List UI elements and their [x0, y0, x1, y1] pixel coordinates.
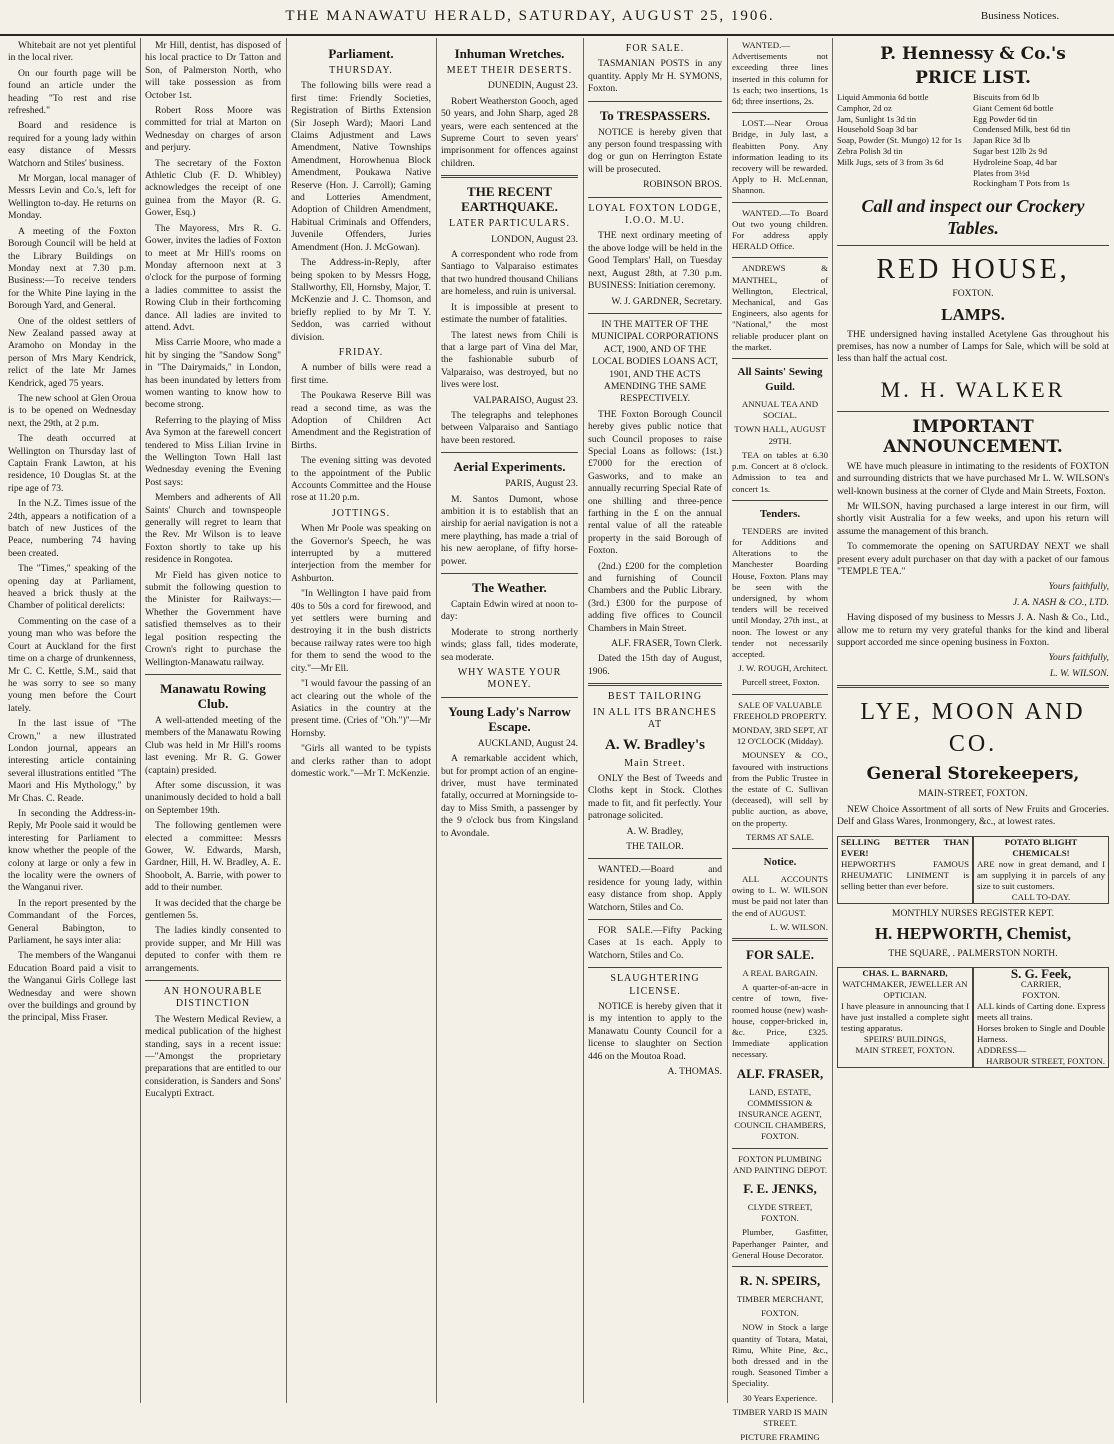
column-local-news — [8, 40, 136, 1400]
classified-ad: FOR SALE.—Fifty Packing Cases at 1s each. Apply to Watchorn, Stiles and Co. — [588, 924, 722, 961]
divider — [732, 358, 828, 359]
advertisement-text: NEW Choice Assortment of all sorts of New Fruits and Groceries. Delf and Glass Wares, Ironmongery, &c., at lowest rates. — [837, 803, 1109, 828]
column-notices — [588, 40, 722, 1400]
selling-heading: SELLING BETTER THAN EVER! — [841, 836, 969, 858]
classified-ad: NOTICE is hereby given that any person found trespassing with dog or gun on Herrington Estate will be prosecuted. — [588, 126, 722, 175]
feek-trade: CARRIER, — [1020, 979, 1062, 990]
news-paragraph: Mr Field has given notice to submit the following question to the Minister for Railways:—Whether the Government have satisfied themselves as to their legal position respecting the Crown's right to purchase the Wellington-Manawatu railway. — [145, 569, 281, 668]
advertisement-text: THE undersigned having installed Acetylene Gas throughout his premises, has now a number of Lamps for Sale, which will be sold at less than half the actual cost. — [837, 328, 1109, 365]
news-paragraph: A correspondent who rode from Santiago to Valparaiso estimates that two hundred thousand Chilians are homeless, and ruin is universal. — [441, 249, 578, 298]
plumbing-heading: FOXTON PLUMBING AND PAINTING DEPOT. — [732, 1153, 828, 1175]
news-paragraph: The ladies kindly consented to provide supper, and Mr Hill was deputed to confer with them re arrangements. — [145, 925, 281, 974]
divider — [441, 452, 578, 453]
price-item: Biscuits from 6d lb — [973, 92, 1040, 102]
dateline: LONDON, August 23. — [491, 233, 578, 245]
signature: Yours faithfully, — [1048, 581, 1109, 593]
speirs-name: R. N. SPEIRS, — [739, 1273, 821, 1289]
news-paragraph: The Address-in-Reply, after being spoken to by Messrs Hogg, Stallworthy, Ell, Hornsby, Major, T. McKenzie and J. C. Thomson, and briefly replied to by Mr T. Y. Seddon, was carried without division. — [291, 257, 431, 343]
feek-address: HARBOUR STREET, FOXTON. — [986, 1056, 1105, 1067]
classified-ad: TEA on tables at 6.30 p.m. Concert at 8 o'clock. Admission to tea and concert 1s. — [732, 449, 828, 494]
price-list — [837, 92, 1109, 189]
news-paragraph: The Mayoress, Mrs R. G. Gower, invites the ladies of Foxton to meet at Mr Hill's rooms on Monday afternoon next at 3 o'clock for the purpose of forming a ladies committee to assist the Rowing Club in their forthcoming dance. All ladies are invited to attend. Advt. — [145, 222, 281, 333]
advertisement-text: I have pleasure in announcing that I have just installed a complete sight testing apparatus. — [841, 1001, 969, 1034]
news-paragraph: It was decided that the charge be gentlemen 5s. — [145, 897, 281, 921]
news-paragraph: The following bills were read a first time: Friendly Societies, Registration of Births Extension (Sir Joseph Ward); Maori Land Claims Adjustment and Laws Amendment, Native Townships Amendment, Horowhenua Block Amendment, Poukawa Native Reserve (Hon. J. Carroll); Gaming and Lotteries Amendment, Adoption of Children Amendment, Habitual Criminals and Offenders, Juvenile Offenders, Juries Amendment (Hon. J. McGowan). — [291, 80, 431, 253]
price-item: Condensed Milk, best 6d tin — [973, 124, 1071, 135]
news-paragraph: "Girls all wanted to be typists and clerks rather than to adopt domestic work."—Mr T. McKenzie. — [291, 743, 431, 779]
news-paragraph: A well-attended meeting of the members of the Manawatu Rowing Club was held in Mr Hill's rooms last evening. Mr R. G. Gower (captain) presided. — [145, 714, 281, 776]
split-ads — [837, 832, 1109, 908]
red-house-town: FOXTON. — [952, 288, 994, 300]
legal-heading: IN THE MATTER OF THE MUNICIPAL CORPORATIONS ACT, 1900, AND OF THE LOCAL BODIES LOANS ACT, 1901, AND THE ACTS AMENDING THE SAME RESPECTIVELY. — [591, 318, 719, 405]
barnard-trade: WATCHMAKER, JEWELLER AN OPTICIAN. — [842, 979, 968, 1001]
divider — [732, 257, 828, 258]
guild-venue: TOWN HALL, AUGUST 29TH. — [734, 424, 826, 446]
bradley-name: A. W. Bradley's — [604, 736, 706, 753]
classified-ad: ANDREWS & MANTHEL, of Wellington, Electrical, Mechanical, and Gas Engineers, also agents for "National," the most reliable producer plant on the market. — [732, 263, 828, 352]
divider — [837, 245, 1109, 246]
timber-yard-label: TIMBER YARD IS MAIN STREET. — [732, 1406, 828, 1429]
potato-blight-ad — [973, 836, 1109, 904]
escape-heading: Young Lady's Narrow Escape. — [448, 703, 571, 734]
price-list-heading: PRICE LIST. — [915, 68, 1031, 88]
news-paragraph: After some discussion, it was unanimously decided to hold a ball on September 19th. — [145, 779, 281, 816]
news-paragraph: Moderate to strong northerly winds; glass fall, tides moderate, sea moderate. — [441, 626, 578, 663]
classified-ad: ONLY the Best of Tweeds and Cloths kept in Stock. Clothes made to fit, and fit perfectly. Your patronage solicited. — [588, 772, 722, 822]
signature: W. J. GARDNER, Secretary. — [611, 295, 722, 307]
news-paragraph: Robert Weatherston Gooch, aged 50 years, and John Sharp, aged 28 years, were each sentenced at the Supreme Court to seven years' imprisonment for offences against children. — [441, 95, 578, 169]
freehold-date: MONDAY, 3RD SEPT, AT 12 O'CLOCK (Midday). — [732, 724, 828, 747]
dateline: VALPARAISO, August 23. — [472, 394, 578, 406]
divider — [732, 1266, 828, 1267]
classified-ad: Plumber, Gasfitter, Paperhanger Painter, and General House Decorator. — [732, 1227, 828, 1260]
red-house-title: RED HOUSE, — [876, 254, 1070, 286]
classified-ad: WANTED.—To Board Out two young children. For address apply HERALD Office. — [732, 207, 828, 252]
news-paragraph: Miss Carrie Moore, who made a hit by singing the "Sandow Song" in "The Dairymaids," in London, has been inundated by letters from women wanting to know how to become strong. — [145, 337, 281, 411]
lye-moon-address: MAIN-STREET, FOXTON. — [918, 788, 1028, 800]
advertisement-text: ARE now in great demand, and I am supplying it in parcels of any size to suit customers. — [977, 858, 1105, 891]
column-parliament — [291, 40, 431, 1400]
news-paragraph: "In Wellington I have paid from 40s to 50s a cord for firewood, and yet settlers were burning and destroying it in the bush districts because railway rates were too high for them to send the wood to the city."—Mr Ell. — [291, 588, 431, 674]
rowing-club-heading: Manawatu Rowing Club. — [160, 680, 266, 711]
news-paragraph: The telegraphs and telephones between Valparaiso and Santiago have been restored. — [441, 409, 578, 446]
column-divider — [727, 38, 728, 1403]
lodge-heading: LOYAL FOXTON LODGE, I.O.O. M.U. — [588, 202, 722, 227]
for-sale-heading: FOR SALE. — [746, 947, 814, 962]
divider — [145, 674, 281, 675]
price-item: Liquid Ammonia 6d bottle — [837, 92, 929, 102]
news-paragraph: One of the oldest settlers of New Zealand passed away at Aramoho on Monday in the person of Mrs Mary Kendrick, relict of the late Mr James Kendrick, aged 75 years. — [8, 315, 136, 389]
column-telegrams — [441, 40, 578, 1400]
terms-label: TERMS AT SALE. — [745, 831, 815, 842]
classified-ad: TASMANIAN POSTS in any quantity. Apply Mr H. SYMONS, Foxton. — [588, 58, 722, 95]
column-divider — [832, 38, 833, 1403]
divider — [837, 685, 1109, 688]
classified-ad: NOW in Stock a large quantity of Totara, Matai, Rimu, White Pine, &c., both dressed and in the rough. Seasoned Timber a Speciality. — [732, 1322, 828, 1389]
divider — [441, 697, 578, 698]
hepworth-address: THE SQUARE, . PALMERSTON NORTH. — [888, 947, 1058, 959]
dateline: PARIS, August 23. — [505, 478, 578, 490]
signature: L. W. WILSON. — [770, 921, 828, 932]
barnard-address: MAIN STREET, FOXTON. — [855, 1045, 955, 1056]
masthead — [0, 0, 1114, 36]
nurses-register-label: MONTHLY NURSES REGISTER KEPT. — [891, 907, 1055, 919]
divider — [588, 197, 722, 198]
news-paragraph: The secretary of the Foxton Athletic Club (F. D. Whibley) acknowledges the receipt of one guinea from the Mayor (R. G. Gower, Esq.) — [145, 157, 281, 219]
sewing-guild-heading: All Saints' Sewing Guild. — [737, 366, 823, 394]
main-street-label: Main Street. — [624, 757, 686, 769]
legal-text: THE Foxton Borough Council hereby gives public notice that such Council proposes to raise Special Loans as follows: (1st.) £7000 for the erection of Gasworks, and to make an annually recurring Special Rate of one shilling and three-pence farthing in the £ on the annual rental value of all the rateable property in the said Borough of Foxton. — [588, 408, 722, 557]
signature: Yours faithfully, — [1048, 652, 1109, 664]
divider — [732, 500, 828, 501]
feek-address-label: ADDRESS— — [977, 1045, 1026, 1056]
column-divider — [583, 38, 584, 1403]
slaughter-heading: SLAUGHTERING LICENSE. — [610, 973, 700, 997]
news-paragraph: Referring to the playing of Miss Ava Symon at the farewell concert tendered to Miss Lilian Irvine in the Wellington Town Hall last Wednesday evening the Evening Post says: — [145, 414, 281, 488]
signature: ALF. FRASER, Town Clerk. — [611, 638, 722, 650]
lamps-heading: LAMPS. — [941, 304, 1005, 324]
news-paragraph: "I would favour the passing of an act clearing out the whole of the Asiatics in the country at the present time. (Cries of "Oh.")"—Mr Hornsby. — [291, 678, 431, 739]
price-item: Egg Powder 6d tin — [973, 113, 1038, 124]
legal-date: Dated the 15th day of August, 1906. — [588, 653, 722, 677]
column-business-notices — [837, 40, 1109, 1400]
news-paragraph: The Western Medical Review, a medical publication of the highest standing, says in a recent issue:—"Amongst the proprietary preparations that are entitled to our consideration, is Sanders and Sons' Eucalypti Extract. — [145, 1013, 281, 1100]
news-paragraph: It is impossible at present to estimate the number of fatalities. — [441, 301, 578, 326]
storekeepers-heading: General Storekeepers, — [866, 764, 1080, 785]
news-paragraph: The following gentlemen were elected a committee: Messrs Gower, W. Edwards, Marsh, Gardner, Hill, H. W. Bradley, A. E. Shoobolt, A. Barrie, with power to add to their number. — [145, 820, 281, 894]
classified-ad: A quarter-of-an-acre in centre of town, five-roomed house (new) wash-house, copper-bricked in, &c. Price, £325. Immediate application necessary. — [732, 982, 828, 1060]
freehold-heading: SALE OF VALUABLE FREEHOLD PROPERTY. — [733, 699, 827, 721]
feek-town: FOXTON. — [1022, 990, 1060, 1001]
news-paragraph: The "Times," speaking of the opening day at Parliament, heaved a brick thusly at the Chamber of political derelicts: — [8, 563, 136, 612]
classified-ad: WANTED.—Advertisements not exceeding three lines inserted in this column for 1s each; two insertions, 1s 6d; three insertions, 2s. — [732, 40, 828, 107]
news-paragraph: The new school at Glen Oroua is to be opened on Wednesday next, the 29th, at 2 p.m. — [8, 392, 136, 429]
advertisement-text: WE have much pleasure in intimating to the residents of FOXTON and surrounding districts that we have purchased Mr L. W. WILSON's well-known business at the corner of Clyde and Main Streets, Foxton. — [837, 460, 1109, 497]
speirs-town: FOXTON. — [761, 1308, 799, 1319]
jenks-name: F. E. JENKS, — [743, 1181, 817, 1197]
news-paragraph: The evening sitting was devoted to the appointment of the Public Accounts Committee and the House rose at 11.20 p.m. — [291, 455, 431, 504]
news-paragraph: In the last issue of "The Crown," a new illustrated London journal, appears an interesting article containing several illustrations entitled "The Maori and His Mythology," by Mr Chas. C. Reade. — [8, 718, 136, 804]
news-paragraph: Mr Morgan, local manager of Messrs Levin and Co.'s, left for Wellington to-day. He returns on Monday. — [8, 173, 136, 222]
lye-moon-title: LYE, MOON AND CO. — [860, 699, 1086, 758]
parliament-heading: Parliament. — [328, 46, 394, 61]
barnard-name: CHAS. L. BARNARD, — [862, 968, 948, 979]
barnard-building: SPEIRS' BUILDINGS, — [863, 1034, 947, 1045]
price-item: Sugar best 12lb 2s 9d — [973, 145, 1047, 156]
divider — [732, 202, 828, 203]
news-paragraph: The death occurred at Wellington on Thursday last of Captain Frank Lawton, at his residence, 10 Douglas St. at the ripe age of 73. — [8, 433, 136, 494]
jottings-subheading: JOTTINGS. — [331, 507, 391, 519]
address: Purcell street, Foxton. — [742, 677, 820, 688]
jenks-address: CLYDE STREET, FOXTON. — [747, 1202, 813, 1224]
price-list-right — [973, 92, 1109, 189]
tailoring-heading: BEST TAILORING — [607, 691, 703, 703]
fraser-name: ALF. FRASER, — [736, 1065, 824, 1081]
experience-label: 30 Years Experience. — [742, 1392, 818, 1403]
feek-name: S. G. Feek, — [1010, 966, 1072, 982]
news-paragraph: Robert Ross Moore was committed for trial at Marton on Wednesday on charges of arson and perjury. — [145, 105, 281, 154]
divider — [588, 101, 722, 102]
signature: J. W. ROUGH, Architect. — [738, 663, 828, 674]
price-item: Hydroleine Soap, 4d bar — [973, 156, 1058, 167]
news-paragraph: In the N.Z. Times issue of the 24th, appears a notification of a batch of new Justices of the Peace, numbering 74 having been created. — [8, 498, 136, 559]
news-paragraph: On our fourth page will be found an article under the heading "To rest and rise refreshed." — [8, 67, 136, 117]
divider — [588, 967, 722, 968]
wretches-heading: Inhuman Wretches. — [454, 46, 565, 61]
crockery-slogan: Call and inspect our Crockery Tables. — [861, 196, 1085, 239]
hepworth-liniment-ad — [837, 836, 973, 904]
news-paragraph: Board and residence is required for a young lady within easy distance of Messrs Watchorn and Stiles' business. — [8, 120, 136, 169]
divider — [441, 175, 578, 178]
dateline: DUNEDIN, August 23. — [487, 80, 578, 92]
price-item: Milk Jugs, sets of 3 from 3s 6d — [837, 156, 944, 167]
dateline: AUCKLAND, August 24. — [477, 737, 578, 749]
price-list-left — [837, 92, 973, 189]
feek-ad — [973, 967, 1109, 1068]
advertisement-text: Mr WILSON, having purchased a large interest in our firm, will shortly visit Australia for a few weeks, and upon his return will assume the management of this branch. — [837, 501, 1109, 537]
earthquake-heading: THE RECENT EARTHQUAKE. — [461, 184, 558, 215]
classified-ad: TENDERS are invited for Additions and Alterations to the Manchester Boarding House, Foxton. Plans may be seen with the undersigned, by whom tenders will be received until Monday, 27th inst., at noon. The lowest or any tender not necessarily accepted. — [732, 525, 828, 659]
classified-ad: WANTED.—Board and residence for young lady, within easy distance from shop. Apply Watchorn, Stiles and Co. — [588, 864, 722, 913]
divider — [732, 694, 828, 695]
signature: L. W. WILSON. — [1049, 667, 1109, 679]
divider — [732, 848, 828, 849]
newspaper-title: THE MANAWATU HERALD, SATURDAY, AUGUST 25, 1906. — [285, 8, 775, 24]
news-paragraph: Whitebait are not yet plentiful in the local river. — [8, 40, 136, 64]
signature: A. THOMAS. — [667, 1066, 722, 1078]
price-item: Zebra Polish 3d tin — [837, 145, 903, 156]
divider — [732, 1148, 828, 1149]
news-paragraph: Commenting on the case of a young man who was before the Court at Auckland for the first time on a charge of drunkenness, Mr C. C. Kettle, S.M., said that he was sorry to see so many young men before the Court lately. — [8, 615, 136, 714]
column-advertisements — [732, 40, 828, 1443]
news-paragraph: When Mr Poole was speaking on the Governor's Speech, he was interrupted by a muttered interjection from the member for Ashburton. — [291, 523, 431, 584]
news-paragraph: The latest news from Chili is that a large part of Vina del Mar, the fashionable suburb of Valparaiso, was destroyed, but no lives were lost. — [441, 329, 578, 391]
tailoring-subheading: IN ALL ITS BRANCHES AT — [593, 706, 717, 731]
call-today-label: CALL TO-DAY. — [1011, 891, 1071, 902]
fraser-subheading: LAND, ESTATE, COMMISSION & INSURANCE AGENT, COUNCIL CHAMBERS, FOXTON. — [734, 1086, 826, 1142]
guild-subheading: ANNUAL TEA AND SOCIAL. — [741, 399, 819, 421]
news-paragraph: Captain Edwin wired at noon to-day: — [441, 599, 578, 623]
news-paragraph: A remarkable accident which, but for prompt action of an engine-driver, must have terminated fatally, occurred at Morningside to-day to Miss Smith, a passenger by the 9 o'clock bus from Kingsland to Avondale. — [441, 753, 578, 839]
news-paragraph: Members and adherents of All Saints' Church and townspeople generally will regret to learn that the Rev. Mr Wilson is to leave Foxton shortly to take up his residence in Rongotea. — [145, 492, 281, 566]
signature: J. A. NASH & CO., LTD. — [1012, 596, 1109, 608]
divider — [588, 683, 722, 686]
barnard-ad — [837, 967, 973, 1068]
column-divider — [140, 38, 141, 1403]
signature: ROBINSON BROS. — [643, 179, 722, 191]
column-local-news-2 — [145, 40, 281, 1400]
split-ads-bottom — [837, 963, 1109, 1072]
price-item: Soap, Powder (St. Mungo) 12 for 1s — [837, 135, 962, 146]
hennessy-heading: P. Hennessy & Co.'s — [880, 44, 1066, 64]
divider — [837, 411, 1109, 412]
news-paragraph: In the report presented by the Commandant of the Forces, General Babington, to Parliament, he says inter alia: — [8, 897, 136, 947]
classified-ad: MOUNSEY & CO., favoured with instructions from the Public Trustee in the estate of C. Sullivan (deceased), will sell by public auction, as above, on the property. — [732, 750, 828, 828]
business-notices-label: Business Notices. — [980, 10, 1060, 22]
news-paragraph: A meeting of the Foxton Borough Council will be held at the Library Buildings on Monday next at 7.30 p.m. Business:—To receive tenders for the White Pine laying in the Borough Yard, and General. — [8, 225, 136, 312]
news-paragraph: Mr Hill, dentist, has disposed of his local practice to Dr Tatton and Son, of Palmerston North, who will take possession as from October 1st. — [145, 40, 281, 101]
divider — [588, 858, 722, 859]
column-divider — [436, 38, 437, 1403]
important-announcement-heading: IMPORTANT ANNOUNCEMENT. — [883, 416, 1063, 457]
speirs-subheading: TIMBER MERCHANT, — [736, 1294, 824, 1305]
tenders-heading: Tenders. — [759, 507, 801, 520]
divider — [145, 980, 281, 981]
classified-ad: NOTICE is hereby given that it is my intention to apply to the Manawatu County Council for a license to slaughter on Section 446 on the Moutoa Road. — [588, 1001, 722, 1062]
advertisement-text: HEPWORTH'S FAMOUS RHEUMATIC LINIMENT is selling better than ever before. — [841, 858, 969, 891]
notice-heading: Notice. — [763, 855, 797, 868]
news-paragraph: A number of bills were read a first time. — [291, 362, 431, 386]
news-paragraph: In seconding the Address-in-Reply, Mr Poole said it would be interesting for Parliament to know whether the people of the colony at large or only a few in the locality were the owners of the Wanganui river. — [8, 807, 136, 894]
classified-ad: LOST.—Near Oroua Bridge, in July last, a fleabitten Pony. Any information leading to its recovery will be rewarded. Apply to H. McLennan, Shannon. — [732, 118, 828, 196]
column-divider — [286, 38, 287, 1403]
signature: THE TAILOR. — [626, 840, 684, 852]
day-subheading: FRIDAY. — [338, 346, 384, 358]
divider — [441, 573, 578, 574]
price-item: Giant Cement 6d bottle — [973, 102, 1054, 113]
advertisement-text: Horses broken to Single and Double Harness. — [977, 1023, 1105, 1045]
divider — [588, 919, 722, 920]
price-item: Jam, Sunlight 1s 3d tin — [837, 113, 917, 124]
hepworth-chemist-name: H. HEPWORTH, Chemist, — [874, 923, 1072, 943]
earthquake-subheading: LATER PARTICULARS. — [449, 218, 570, 230]
news-paragraph: The Poukawa Reserve Bill was read a second time, as was the Adoption of Children Act Amendment and the Registration of Births. — [291, 390, 431, 451]
picture-framing-label: PICTURE FRAMING — [740, 1432, 820, 1443]
price-item: Plates from 3½d — [973, 167, 1030, 178]
potato-heading: POTATO BLIGHT CHEMICALS! — [1004, 836, 1078, 858]
classified-ad: THE next ordinary meeting of the above lodge will be held in the Good Templars' Hall, on Tuesday next, August 28th, at 7.30 p.m. BUSINESS: Initiation ceremony. — [588, 230, 722, 292]
bargain-heading: A REAL BARGAIN. — [742, 968, 818, 978]
weather-heading: The Weather. — [472, 580, 547, 595]
price-item: Japan Rice 3d lb — [973, 135, 1031, 146]
divider — [732, 112, 828, 113]
classified-ad: ALL ACCOUNTS owing to L. W. WILSON must be paid not later than the end of AUGUST. — [732, 873, 828, 918]
money-subheading: WHY WASTE YOUR MONEY. — [457, 667, 562, 691]
price-item: Camphor, 2d oz — [837, 102, 892, 113]
advertisement-text: Having disposed of my business to Messrs J. A. Nash & Co., Ltd., allow me to return my very grateful thanks for the kind and liberal support accorded me since opening business in Foxton. — [837, 612, 1109, 649]
legal-text: (2nd.) £200 for the completion and furnishing of Council Chambers and the Public Library. (3rd.) £300 for the purpose of adding five offices to Council Chambers in Main Street. — [588, 560, 722, 634]
day-subheading: THURSDAY. — [329, 65, 393, 76]
wretches-subheading: MEET THEIR DESERTS. — [446, 65, 573, 76]
honourable-distinction-heading: AN HONOURABLE DISTINCTION — [163, 986, 263, 1010]
for-sale-heading: FOR SALE. — [625, 43, 685, 54]
price-item: Rockingham T Pots from 1s — [973, 178, 1070, 189]
price-item: Household Soap 3d bar — [837, 124, 918, 135]
divider — [732, 938, 828, 941]
advertisement-text: To commemorate the opening on SATURDAY NEXT we shall present every adult purchaser on that day with a packet of our famous "TEMPLE TEA." — [837, 541, 1109, 578]
trespassers-heading: To TRESPASSERS. — [599, 107, 711, 123]
advertisement-text: ALL kinds of Carting done. Express meets all trains. — [977, 1001, 1105, 1023]
news-paragraph: The members of the Wanganui Education Board paid a visit to the Wanganui Girls College last Wednesday and were shown over the buildings and ground by the principal, Miss Fraser. — [8, 950, 136, 1024]
divider — [588, 313, 722, 314]
news-paragraph: M. Santos Dumont, whose ambition it is to establish that an airship for aerial navigation is not a mere plaything, has made a trial of his new aeroplane, of fifty horse-power. — [441, 493, 578, 567]
signature: A. W. Bradley, — [626, 825, 684, 837]
aerial-heading: Aerial Experiments. — [453, 459, 566, 475]
walker-name: M. H. WALKER — [880, 376, 1066, 402]
